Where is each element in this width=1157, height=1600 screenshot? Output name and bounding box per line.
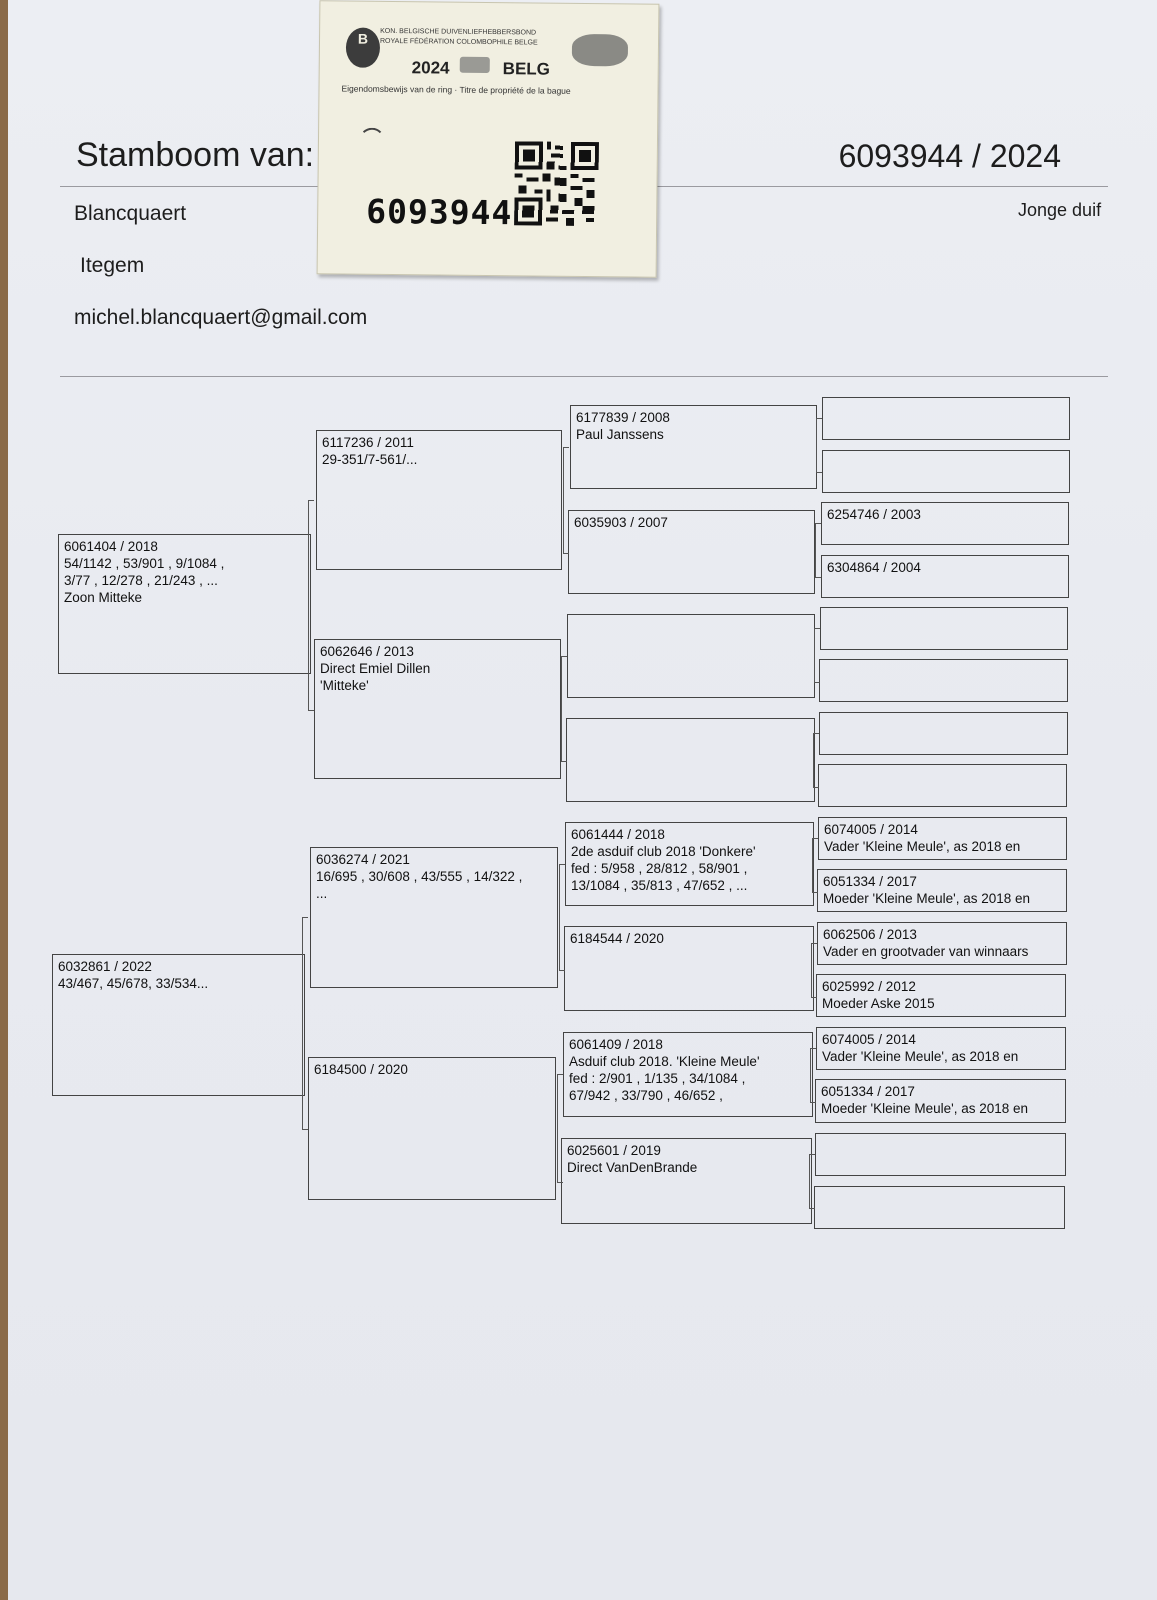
pedigree-gen4 bbox=[821, 555, 1069, 598]
pigeon-ring-id: 6062646 / 2013 bbox=[320, 644, 414, 659]
pigeon-ring-id: 6051334 / 2017 bbox=[821, 1084, 915, 1099]
ring-year: 2024 bbox=[411, 58, 450, 78]
pigeon-ring-id: 6074005 / 2014 bbox=[824, 822, 918, 837]
pedigree-gen3 bbox=[570, 405, 817, 489]
pedigree-gen4 bbox=[822, 397, 1070, 440]
pigeon-note: 16/695 , 30/608 , 43/555 , 14/322 , bbox=[316, 869, 523, 884]
pigeon-note: Paul Janssens bbox=[576, 427, 664, 442]
pedigree-mother bbox=[52, 954, 305, 1096]
pigeon-ring-id: 6117236 / 2011 bbox=[322, 435, 414, 450]
pigeon-ring-id: 6062506 / 2013 bbox=[823, 927, 917, 942]
connector-bracket bbox=[816, 418, 822, 473]
pigeon-note: fed : 2/901 , 1/135 , 34/1084 , bbox=[569, 1071, 746, 1086]
pedigree-gen4 bbox=[817, 869, 1067, 912]
connector-bracket bbox=[557, 1074, 563, 1183]
pigeon-ring-id: 6035903 / 2007 bbox=[574, 515, 668, 530]
pedigree-gen4 bbox=[815, 1079, 1066, 1123]
pedigree-gen4 bbox=[820, 607, 1068, 650]
ring-card-number: 6093944 bbox=[366, 191, 513, 233]
pigeon-note: 13/1084 , 35/813 , 47/652 , ... bbox=[571, 878, 748, 893]
pigeon-note: Moeder Aske 2015 bbox=[822, 996, 935, 1011]
pedigree-gen3 bbox=[566, 718, 815, 802]
federation-name-fr: ROYALE FÉDÉRATION COLOMBOPHILE BELGE bbox=[379, 37, 538, 47]
pedigree-gen4 bbox=[818, 817, 1067, 860]
pedigree-gen4 bbox=[815, 1133, 1066, 1176]
pedigree-gen4 bbox=[817, 922, 1067, 965]
pigeon-ring-id: 6304864 / 2004 bbox=[827, 560, 921, 575]
pigeon-emblem-icon bbox=[572, 34, 628, 67]
pigeon-note: Asduif club 2018. 'Kleine Meule' bbox=[569, 1054, 760, 1069]
section-divider bbox=[60, 376, 1108, 377]
federation-name-nl: KON. BELGISCHE DUIVENLIEFHEBBERSBOND bbox=[380, 27, 537, 37]
pigeon-note: 29-351/7-561/... bbox=[322, 452, 418, 467]
pigeon-ring-number: 6093944 / 2024 bbox=[838, 138, 1061, 174]
pigeon-ring-id: 6025601 / 2019 bbox=[567, 1143, 661, 1158]
owner-email: michel.blancquaert@gmail.com bbox=[74, 306, 368, 329]
pigeon-note: 43/467, 45/678, 33/534... bbox=[58, 976, 209, 991]
pedigree-gen4 bbox=[816, 1027, 1066, 1070]
qr-code-icon bbox=[514, 141, 599, 226]
owner-city: Itegem bbox=[80, 254, 145, 277]
pigeon-note: Vader 'Kleine Meule', as 2018 en bbox=[824, 839, 1021, 854]
connector-bracket bbox=[815, 523, 821, 578]
pedigree-father-sire bbox=[316, 430, 562, 570]
pigeon-note: Vader en grootvader van winnaars bbox=[823, 944, 1029, 959]
pigeon-ring-id: 6184500 / 2020 bbox=[314, 1062, 408, 1077]
connector-bracket bbox=[302, 917, 308, 1130]
pigeon-note: Direct Emiel Dillen bbox=[320, 661, 431, 676]
pedigree-gen3 bbox=[565, 822, 814, 906]
owner-name: Blancquaert bbox=[74, 202, 187, 225]
pigeon-ring-id: 6061444 / 2018 bbox=[571, 827, 665, 842]
pedigree-gen4 bbox=[819, 659, 1068, 702]
federation-logo: B bbox=[346, 28, 380, 68]
pedigree-mother-sire bbox=[310, 847, 558, 988]
pedigree-gen4 bbox=[821, 502, 1069, 545]
pedigree-gen3 bbox=[563, 1032, 813, 1117]
pigeon-note: fed : 5/958 , 28/812 , 58/901 , bbox=[571, 861, 748, 876]
ownership-caption: Eigendomsbewijs van de ring · Titre de propriété de la bague bbox=[341, 83, 571, 96]
hole-mark-icon bbox=[359, 128, 385, 154]
pigeon-note: Vader 'Kleine Meule', as 2018 en bbox=[822, 1049, 1019, 1064]
connector-bracket bbox=[561, 656, 567, 762]
connector-bracket bbox=[559, 864, 565, 971]
pedigree-gen3 bbox=[568, 510, 815, 594]
pedigree-gen3 bbox=[564, 926, 814, 1011]
page-title: Stamboom van: bbox=[76, 136, 315, 174]
pigeon-note: 3/77 , 12/278 , 21/243 , ... bbox=[64, 573, 218, 588]
pedigree-gen3 bbox=[567, 614, 815, 698]
age-class: Jonge duif bbox=[1018, 200, 1102, 220]
pedigree-gen4 bbox=[814, 1186, 1065, 1229]
pedigree-gen4 bbox=[818, 764, 1067, 807]
pigeon-ring-id: 6074005 / 2014 bbox=[822, 1032, 916, 1047]
pedigree-father bbox=[58, 534, 311, 674]
connector-bracket bbox=[811, 943, 817, 998]
ring-country: BELG bbox=[502, 59, 551, 79]
pigeon-ring-id: 6061409 / 2018 bbox=[569, 1037, 663, 1052]
pigeon-ring-id: 6061404 / 2018 bbox=[64, 539, 158, 554]
pigeon-note: Moeder 'Kleine Meule', as 2018 en bbox=[823, 891, 1031, 906]
pigeon-ring-id: 6051334 / 2017 bbox=[823, 874, 917, 889]
connector-bracket bbox=[814, 628, 820, 683]
pigeon-ring-id: 6254746 / 2003 bbox=[827, 507, 921, 522]
pigeon-note: 2de asduif club 2018 'Donkere' bbox=[571, 844, 756, 859]
pigeon-note: ... bbox=[316, 886, 328, 901]
pigeon-note: 67/942 , 33/790 , 46/652 , bbox=[569, 1088, 723, 1103]
pigeon-note: 54/1142 , 53/901 , 9/1084 , bbox=[64, 556, 225, 571]
pigeon-note: Moeder 'Kleine Meule', as 2018 en bbox=[821, 1101, 1029, 1116]
pedigree-gen4 bbox=[822, 450, 1070, 493]
ring-ownership-card bbox=[317, 0, 660, 278]
connector-bracket bbox=[813, 733, 819, 788]
pigeon-ring-id: 6032861 / 2022 bbox=[58, 959, 152, 974]
pedigree-gen3 bbox=[561, 1138, 812, 1224]
pedigree-gen4 bbox=[816, 974, 1066, 1017]
connector-bracket bbox=[563, 447, 569, 554]
pigeon-ring-id: 6177839 / 2008 bbox=[576, 410, 670, 425]
connector-bracket bbox=[809, 1154, 815, 1209]
connector-bracket bbox=[810, 1048, 816, 1103]
pigeon-note: 'Mitteke' bbox=[320, 678, 369, 693]
pedigree-mother-dam bbox=[308, 1057, 556, 1200]
pigeon-note: Direct VanDenBrande bbox=[567, 1160, 698, 1175]
connector-bracket bbox=[308, 500, 314, 711]
pigeon-ring-id: 6025992 / 2012 bbox=[822, 979, 916, 994]
pedigree-father-dam bbox=[314, 639, 561, 779]
pigeon-note: Zoon Mitteke bbox=[64, 590, 143, 605]
pigeon-ring-id: 6036274 / 2021 bbox=[316, 852, 410, 867]
pedigree-gen4 bbox=[819, 712, 1068, 755]
crown-icon bbox=[460, 57, 490, 73]
pigeon-ring-id: 6184544 / 2020 bbox=[570, 931, 664, 946]
connector-bracket bbox=[812, 838, 818, 893]
